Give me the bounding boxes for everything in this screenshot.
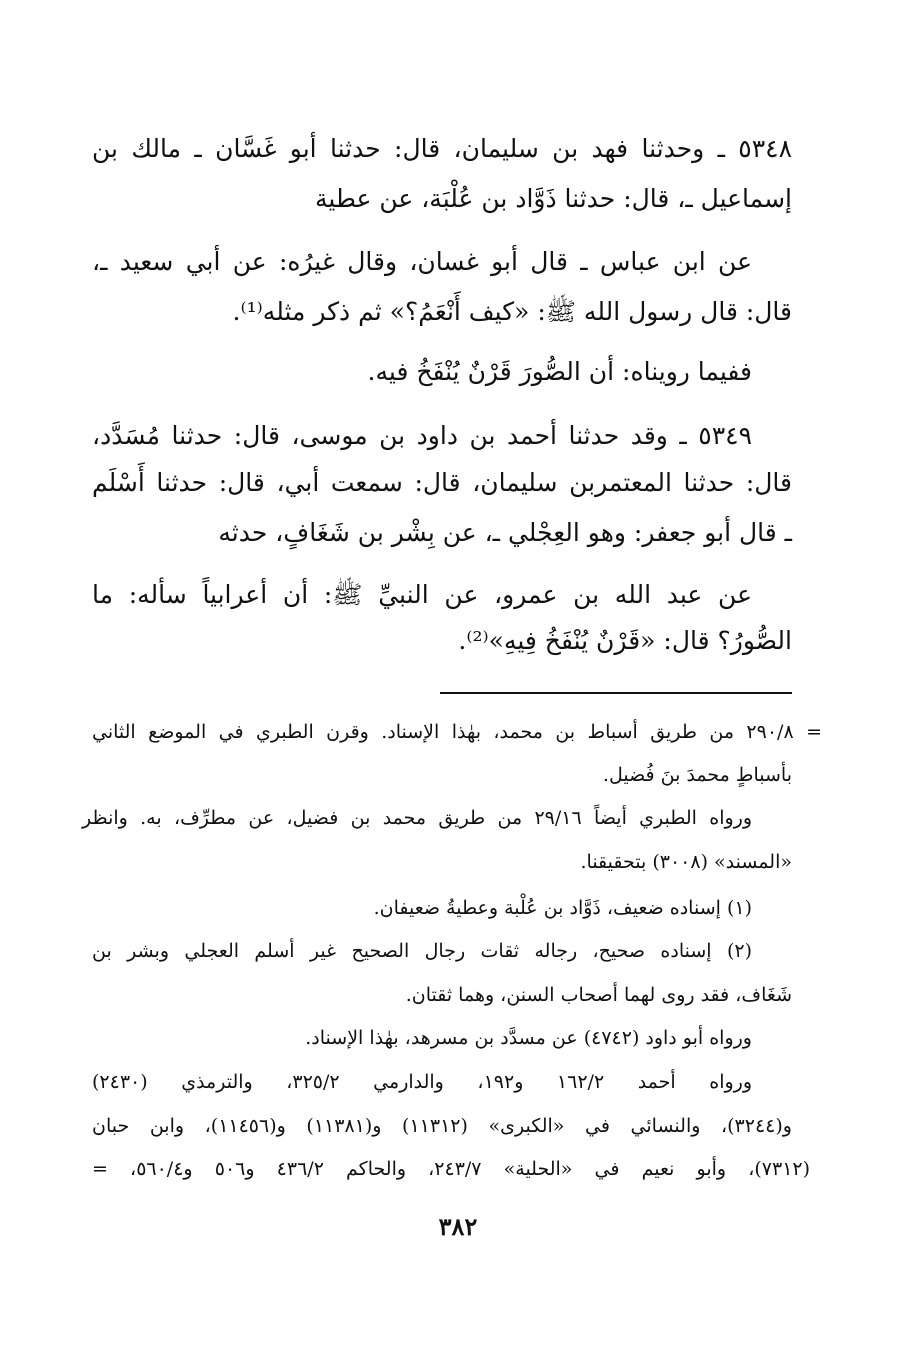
hadith-5349-line-4: عن عبد الله بن عمرو، عن النبيِّ ﷺ: أن أعرابياً سأله: ما [92, 580, 752, 609]
footnote-1: (١) إسناده ضعيف، ذَوَّاد بن عُلْبة وعطيةُ ضعيفان. [373, 897, 752, 919]
footnote-continuation-line-2: بأسباطٍ محمدَ بنَ فُضيل. [602, 764, 792, 786]
footnote-2-line-3: ورواه أبو داود (٤٧٤٢) عن مسدَّد بن مسرهد، بهٰذا الإسناد. [305, 1027, 752, 1049]
footnote-2-line-6: (٧٣١٢)، وأبو نعيم في «الحلية» ٢٤٣/٧، والحاكم ٤٣٦/٢ و٥٠٦ و٥٦٠/٤، = [92, 1158, 811, 1180]
page-number: ٣٨٢ [438, 1212, 478, 1241]
commentary-line: ففيما رويناه: أن الصُّورَ قَرْنٌ يُنْفَخُ فيه. [367, 357, 752, 386]
footnote-2-line-2: شَغَاف، فقد روى لهما أصحاب السنن، وهما ثقتان. [405, 984, 792, 1006]
footnote-2-line-1: (٢) إسناده صحيح، رجاله ثقات رجال الصحيح غير أسلم العجلي وبشر بن [92, 940, 752, 962]
footnote-continuation-line-1: = ٢٩٠/٨ من طريق أسباط بن محمد، بهٰذا الإسناد. وقرن الطبري في الموضع الثاني [92, 721, 822, 743]
hadith-5348-line-2: إسماعيل ـ، قال: حدثنا ذَوَّاد بن عُلْبَة، عن عطية [315, 184, 792, 213]
hadith-5348-line-3: عن ابن عباس ـ قال أبو غسان، وقال غيرُه: عن أبي سعيد ـ، [92, 247, 752, 276]
footnote-2-line-4: ورواه أحمد ١٦٢/٢ و١٩٢، والدارمي ٣٢٥/٢، والترمذي (٢٤٣٠) [92, 1071, 753, 1093]
footnote-separator [440, 692, 792, 694]
hadith-5348-line-4: قال: قال رسول الله ﷺ: «كيف أَنْعَمُ؟» ثم ذكر مثله⁽¹⁾. [232, 297, 792, 326]
hadith-5349-line-2: قال: حدثنا المعتمربن سليمان، قال: سمعت أبي، قال: حدثنا أَسْلَم [92, 468, 792, 497]
hadith-5349-line-3: ـ قال أبو جعفر: وهو العِجْلي ـ، عن بِشْر بن شَغَافٍ، حدثه [218, 518, 792, 547]
footnote-continuation-line-3: ورواه الطبري أيضاً ٢٩/١٦ من طريق محمد بن فضيل، عن مطرِّف، به. وانظر [82, 807, 753, 829]
footnote-continuation-line-4: «المسند» (٣٠٠٨) بتحقيقنا. [580, 851, 792, 873]
hadith-5349-line-5: الصُّورُ؟ قال: «قَرْنٌ يُنْفَخُ فِيهِ»⁽²⁾. [458, 626, 792, 655]
footnote-2-line-5: و(٣٢٤٤)، والنسائي في «الكبرى» (١١٣١٢) و(١١٣٨١) و(١١٤٥٦)، وابن حبان [92, 1115, 792, 1137]
hadith-5349-line-1: ٥٣٤٩ ـ وقد حدثنا أحمد بن داود بن موسى، قال: حدثنا مُسَدَّد، [92, 421, 752, 450]
hadith-5348-line-1: ٥٣٤٨ ـ وحدثنا فهد بن سليمان، قال: حدثنا أبو غَسَّان ـ مالك بن [92, 134, 792, 163]
